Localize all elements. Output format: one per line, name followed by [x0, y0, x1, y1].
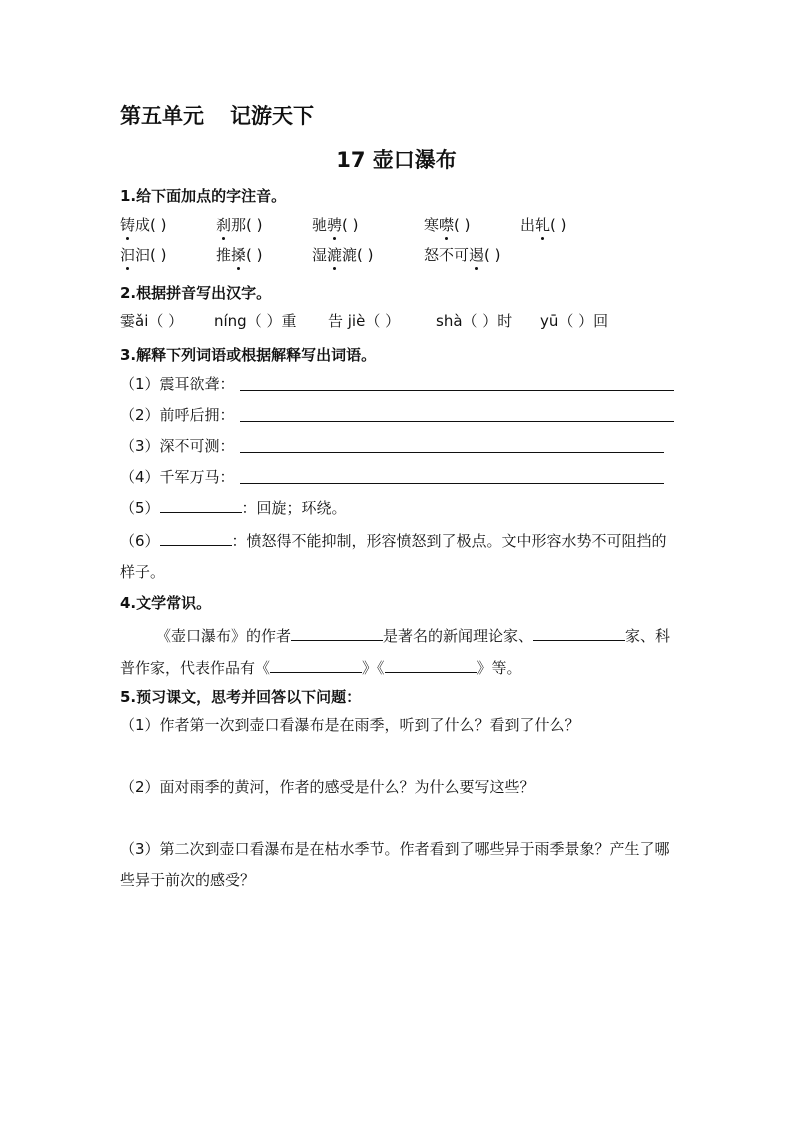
dotted-char: 骋	[327, 216, 343, 234]
q3-item-4: （4）千军万马：	[120, 468, 235, 486]
answer-blank	[160, 512, 242, 513]
dotted-char: 噤	[439, 216, 455, 234]
dotted-char: 铸	[120, 216, 136, 234]
q2-heading: 2.根据拼音写出汉字。	[120, 284, 272, 302]
q1-item: 寒噤( )	[424, 216, 471, 234]
dotted-char: 轧	[535, 216, 551, 234]
answer-line	[240, 483, 664, 484]
q2-item: yū（ ）回	[540, 312, 609, 330]
dotted-char: 汩	[120, 246, 136, 264]
answer-line	[240, 390, 674, 391]
answer-blank	[533, 640, 625, 641]
dotted-char: 刹	[216, 216, 232, 234]
q1-item: 铸成( )	[120, 216, 167, 234]
q1-item: 湿漉漉( )	[312, 246, 374, 264]
answer-blank	[160, 545, 232, 546]
q3-item-1: （1）震耳欲聋：	[120, 375, 235, 393]
q1-item: 怒不可遏( )	[424, 246, 501, 264]
unit-theme: 记游天下	[230, 104, 314, 128]
dotted-char: 漉	[327, 246, 343, 264]
q1-item: 汩汩( )	[120, 246, 167, 264]
answer-blank	[270, 672, 362, 673]
unit-label: 第五单元	[120, 104, 204, 128]
q2-item: níng（ ）重	[214, 312, 297, 330]
q3-item-3: （3）深不可测：	[120, 437, 235, 455]
q5-item-3: （3）第二次到壶口看瀑布是在枯水季节。作者看到了哪些异于雨季景象？产生了哪些异于前次的感受？	[120, 840, 670, 889]
q5-item-1: （1）作者第一次到壶口看瀑布是在雨季，听到了什么？看到了什么？	[120, 716, 580, 734]
lesson-title: 17 壶口瀑布	[336, 148, 457, 172]
q1-item: 推搡( )	[216, 246, 263, 264]
q2-item: 霎ǎi（ ）	[120, 312, 184, 330]
answer-line	[240, 421, 674, 422]
answer-line	[240, 452, 664, 453]
unit-title	[120, 100, 314, 130]
q1-heading: 1.给下面加点的字注音。	[120, 187, 287, 205]
q4-paragraph: 《壶口瀑布》的作者 是著名的新闻理论家、 家、科普作家，代表作品有《 》《 》等。	[120, 627, 671, 677]
q4-heading: 4.文学常识。	[120, 594, 212, 612]
dotted-char: 搡	[231, 246, 247, 264]
q1-item: 刹那( )	[216, 216, 263, 234]
answer-blank	[385, 672, 477, 673]
answer-blank	[291, 640, 383, 641]
q2-item: shà（ ）时	[436, 312, 513, 330]
dotted-char: 遏	[469, 246, 485, 264]
q1-item: 出轧( )	[520, 216, 567, 234]
q5-item-2: （2）面对雨季的黄河，作者的感受是什么？为什么要写这些？	[120, 778, 535, 796]
q3-item-6: （6） ：愤怒得不能抑制，形容愤怒到了极点。文中形容水势不可阻挡的样子。	[120, 532, 667, 581]
q3-heading: 3.解释下列词语或根据解释写出词语。	[120, 346, 377, 364]
q3-item-2: （2）前呼后拥：	[120, 406, 235, 424]
q1-item: 驰骋( )	[312, 216, 359, 234]
q2-item: 告 jiè（ ）	[328, 312, 401, 330]
q3-item-5: （5） ：回旋；环绕。	[120, 499, 347, 517]
q5-heading: 5.预习课文，思考并回答以下问题：	[120, 688, 362, 706]
